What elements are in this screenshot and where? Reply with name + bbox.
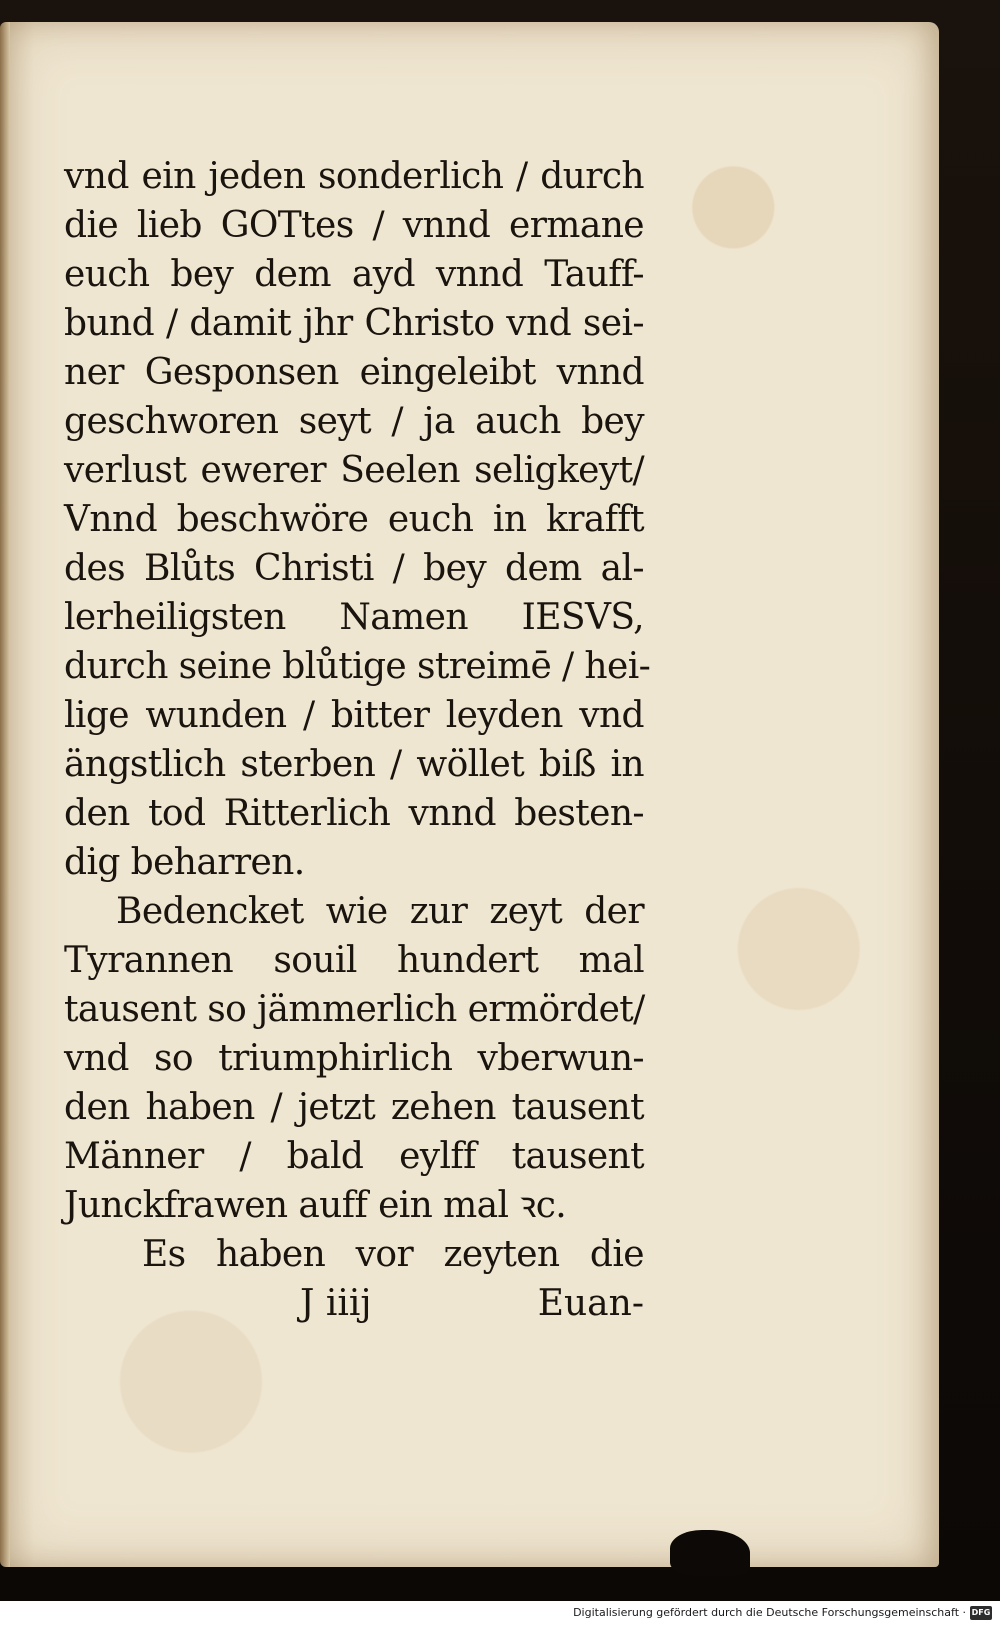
page-footer-line [64,1279,644,1328]
text-line: den haben / jetzt zehen tausent [64,1087,644,1128]
page-tear-damage [670,1530,750,1576]
text-line: durch seine blůtige streimē / hei- [64,646,651,687]
page-text-block [64,152,651,1328]
signature-mark: J iiij [300,1283,372,1324]
text-line: Es haben vor zeyten die [142,1234,644,1275]
text-line: die lieb GOTtes / vnnd ermane [64,205,644,246]
text-line: Vnnd beschwöre euch in krafft [64,499,644,540]
text-line: bund / damit jhr Christo vnd sei- [64,303,644,344]
text-line: geschworen seyt / ja auch bey [64,401,644,442]
text-line: ner Gesponsen eingeleibt vnnd [64,352,644,393]
text-line: euch bey dem ayd vnnd Tauff- [64,254,644,295]
text-line: des Blůts Christi / bey dem al- [64,548,644,589]
text-line: tausent so jämmerlich ermördet/ [64,989,645,1030]
page-binding-edge [0,22,10,1567]
dfg-logo: DFG [970,1606,992,1620]
text-line: Tyrannen souil hundert mal [64,940,644,981]
text-line: verlust ewerer Seelen seligkeyt/ [64,450,644,491]
text-line: Bedencket wie zur zeyt der [116,891,644,932]
text-line: den tod Ritterlich vnnd besten- [64,793,644,834]
text-line: lige wunden / bitter leyden vnd [64,695,644,736]
text-line: ängstlich sterben / wöllet biß in [64,744,644,785]
text-line: dig beharren. [64,842,305,883]
text-line: Männer / bald eylff tausent [64,1136,644,1177]
text-line: vnd so triumphirlich vberwun- [64,1038,644,1079]
text-line: vnd ein jeden sonderlich / durch [64,156,644,197]
text-line: lerheiligsten Namen IESVS, [64,597,644,638]
digitization-credit: Digitalisierung gefördert durch die Deutsche Forschungsgemeinschaft · [573,1606,966,1619]
text-line: Junckfrawen auff ein mal ꝛc. [64,1185,567,1226]
catchword: Euan- [537,1283,644,1324]
